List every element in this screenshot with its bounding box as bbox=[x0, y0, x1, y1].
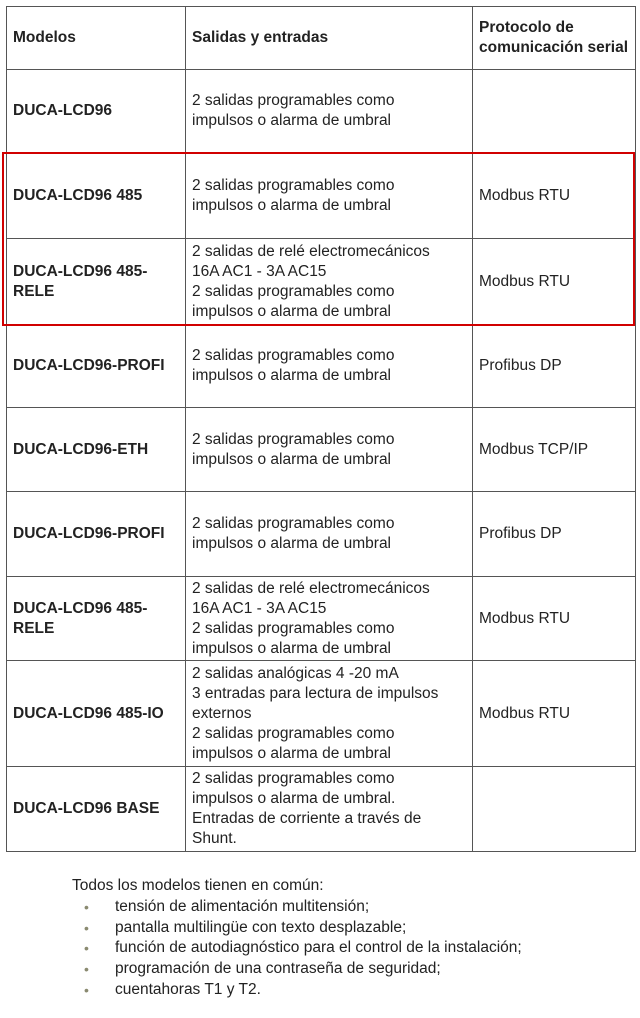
output-line: impulsos o alarma de umbral bbox=[192, 367, 392, 384]
bullet-icon: • bbox=[84, 898, 89, 915]
table-row bbox=[7, 767, 636, 852]
protocol-cell bbox=[473, 70, 636, 153]
output-line: impulsos o alarma de umbral bbox=[192, 196, 392, 214]
outputs-cell bbox=[186, 239, 473, 325]
bullet-icon: • bbox=[84, 919, 89, 936]
outputs-cell bbox=[186, 577, 473, 661]
model-cell: DUCA-LCD96 485-IO bbox=[7, 661, 186, 767]
model-cell: DUCA-LCD96-PROFI bbox=[7, 492, 186, 577]
output-line: 3 entradas para lectura de impulsos externos bbox=[192, 684, 439, 722]
protocol-cell: Modbus TCP/IP bbox=[473, 408, 636, 492]
outputs-cell bbox=[186, 70, 473, 153]
outputs-cell bbox=[186, 325, 473, 408]
protocol-cell: Profibus DP bbox=[473, 492, 636, 577]
models-table bbox=[6, 6, 636, 852]
header-models: Modelos bbox=[7, 7, 186, 70]
table-row bbox=[7, 239, 636, 325]
table-row bbox=[7, 408, 636, 492]
outputs-cell bbox=[186, 661, 473, 767]
list-item-text: tensión de alimentación multitensión; bbox=[115, 897, 370, 915]
protocol-cell: Modbus RTU bbox=[473, 153, 636, 239]
outputs-cell bbox=[186, 767, 473, 852]
output-line: 2 salidas programables como bbox=[192, 515, 395, 532]
list-item-text: cuentahoras T1 y T2. bbox=[115, 980, 261, 998]
outputs-cell bbox=[186, 492, 473, 577]
list-item bbox=[84, 897, 522, 918]
model-cell: DUCA-LCD96-ETH bbox=[7, 408, 186, 492]
common-features bbox=[72, 876, 522, 1001]
output-line: Shunt. bbox=[192, 830, 237, 847]
model-cell: DUCA-LCD96 485-RELE bbox=[7, 239, 186, 325]
output-line: 2 salidas de relé electromecánicos bbox=[192, 579, 430, 597]
bullet-icon: • bbox=[84, 940, 89, 957]
header-row bbox=[7, 7, 636, 70]
header-protocol: Protocolo de comunicación serial bbox=[473, 7, 636, 70]
header-outputs: Salidas y entradas bbox=[186, 7, 473, 70]
table-row bbox=[7, 70, 636, 153]
list-item bbox=[84, 938, 522, 959]
table-row bbox=[7, 492, 636, 577]
notes-intro: Todos los modelos tienen en común: bbox=[72, 877, 324, 894]
output-line: 16A AC1 - 3A AC15 bbox=[192, 262, 327, 280]
output-line: impulsos o alarma de umbral. bbox=[192, 790, 396, 807]
protocol-cell: Modbus RTU bbox=[473, 577, 636, 661]
model-cell: DUCA-LCD96 bbox=[7, 70, 186, 153]
bullet-icon: • bbox=[84, 981, 89, 998]
model-cell: DUCA-LCD96 485-RELE bbox=[7, 577, 186, 661]
output-line: 2 salidas programables como bbox=[192, 770, 395, 787]
model-cell: DUCA-LCD96-PROFI bbox=[7, 325, 186, 408]
protocol-cell: Profibus DP bbox=[473, 325, 636, 408]
protocol-cell: Modbus RTU bbox=[473, 661, 636, 767]
output-line: 2 salidas programables como bbox=[192, 92, 395, 109]
table-row bbox=[7, 577, 636, 661]
output-line: 2 salidas programables como bbox=[192, 430, 395, 448]
protocol-cell bbox=[473, 767, 636, 852]
list-item bbox=[84, 918, 522, 939]
output-line: 2 salidas programables como bbox=[192, 724, 395, 742]
output-line: 16A AC1 - 3A AC15 bbox=[192, 599, 327, 617]
output-line: impulsos o alarma de umbral bbox=[192, 112, 392, 129]
model-cell: DUCA-LCD96 485 bbox=[7, 153, 186, 239]
list-item-text: función de autodiagnóstico para el control de la instalación; bbox=[115, 939, 522, 957]
model-cell: DUCA-LCD96 BASE bbox=[7, 767, 186, 852]
table-row bbox=[7, 661, 636, 767]
output-line: 2 salidas analógicas 4 -20 mA bbox=[192, 664, 399, 682]
output-line: impulsos o alarma de umbral bbox=[192, 744, 392, 762]
output-line: 2 salidas de relé electromecánicos bbox=[192, 242, 430, 260]
table-row bbox=[7, 153, 636, 239]
protocol-cell: Modbus RTU bbox=[473, 239, 636, 325]
output-line: Entradas de corriente a través de bbox=[192, 810, 422, 827]
output-line: 2 salidas programables como bbox=[192, 282, 395, 300]
output-line: impulsos o alarma de umbral bbox=[192, 302, 392, 320]
output-line: impulsos o alarma de umbral bbox=[192, 639, 392, 657]
output-line: 2 salidas programables como bbox=[192, 619, 395, 637]
output-line: impulsos o alarma de umbral bbox=[192, 450, 392, 468]
features-list bbox=[72, 897, 522, 1001]
table-row bbox=[7, 325, 636, 408]
list-item-text: pantalla multilingüe con texto desplazable; bbox=[115, 918, 407, 936]
output-line: impulsos o alarma de umbral bbox=[192, 535, 392, 552]
list-item bbox=[84, 959, 522, 980]
list-item bbox=[84, 980, 522, 1001]
outputs-cell bbox=[186, 153, 473, 239]
outputs-cell bbox=[186, 408, 473, 492]
list-item-text: programación de una contraseña de seguridad; bbox=[115, 960, 441, 978]
bullet-icon: • bbox=[84, 961, 89, 978]
output-line: 2 salidas programables como bbox=[192, 347, 395, 364]
output-line: 2 salidas programables como bbox=[192, 176, 395, 194]
